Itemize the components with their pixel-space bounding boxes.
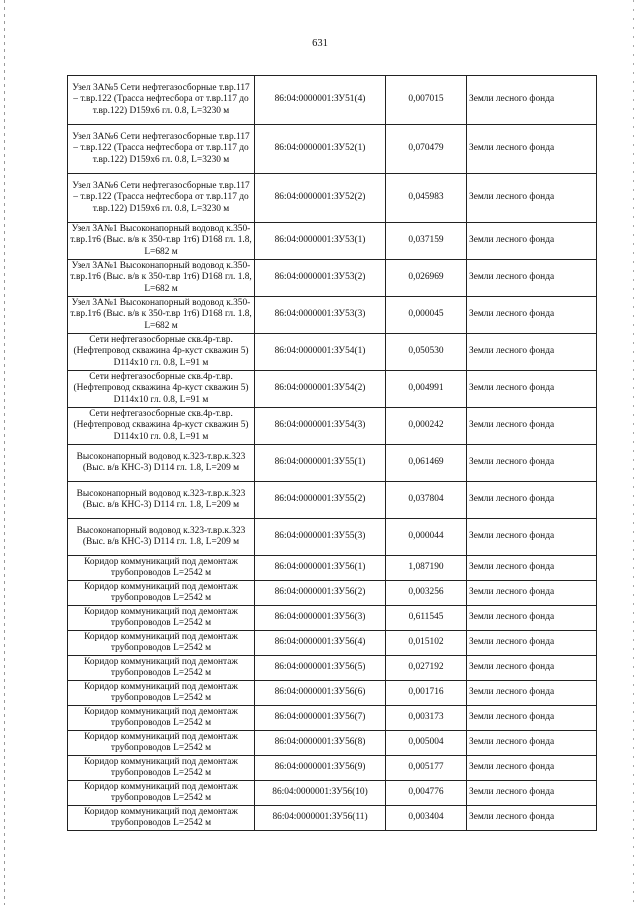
parcel-area: 0,003173 [386, 706, 467, 731]
object-description: Сети нефтегазосборные скв.4р-т.вр. (Нефтепровод скважина 4р-куст скважин 5) D114х10 гл. 0.8, L=91 м [68, 408, 255, 445]
table-row [68, 806, 597, 831]
parcel-area: 0,037804 [386, 482, 467, 519]
land-category: Земли лесного фонда [467, 297, 597, 334]
table-row [68, 297, 597, 334]
table-row [68, 631, 597, 656]
table-row [68, 656, 597, 681]
cadastral-number: 86:04:0000001:ЗУ51(4) [255, 76, 386, 125]
object-description: Высоконапорный водовод к.323-т.вр.к.323 (Выс. в/в КНС-3) D114 гл. 1.8, L=209 м [68, 445, 255, 482]
object-description: Узел 3А№6 Сети нефтегазосборные т.вр.117 – т.вр.122 (Трасса нефтесбора от т.вр.117 до т.вр.122) D159х6 гл. 0.8, L=3230 м [68, 174, 255, 223]
cadastral-number: 86:04:0000001:ЗУ56(11) [255, 806, 386, 831]
parcel-area: 0,050530 [386, 334, 467, 371]
table-row [68, 606, 597, 631]
table-row [68, 731, 597, 756]
object-description: Коридор коммуникаций под демонтаж трубопроводов L=2542 м [68, 556, 255, 581]
cadastral-number: 86:04:0000001:ЗУ54(2) [255, 371, 386, 408]
cadastral-number: 86:04:0000001:ЗУ56(9) [255, 756, 386, 781]
parcel-area: 0,003256 [386, 581, 467, 606]
object-description: Высоконапорный водовод к.323-т.вр.к.323 (Выс. в/в КНС-3) D114 гл. 1.8, L=209 м [68, 519, 255, 556]
parcel-area: 0,000242 [386, 408, 467, 445]
parcel-area: 0,061469 [386, 445, 467, 482]
object-description: Коридор коммуникаций под демонтаж трубопроводов L=2542 м [68, 581, 255, 606]
cadastral-number: 86:04:0000001:ЗУ53(2) [255, 260, 386, 297]
page-edge-left [4, 0, 5, 905]
cadastral-number: 86:04:0000001:ЗУ53(3) [255, 297, 386, 334]
object-description: Коридор коммуникаций под демонтаж трубопроводов L=2542 м [68, 806, 255, 831]
cadastral-number: 86:04:0000001:ЗУ55(3) [255, 519, 386, 556]
land-category: Земли лесного фонда [467, 174, 597, 223]
table-row [68, 706, 597, 731]
land-category: Земли лесного фонда [467, 656, 597, 681]
cadastral-number: 86:04:0000001:ЗУ56(1) [255, 556, 386, 581]
object-description: Коридор коммуникаций под демонтаж трубопроводов L=2542 м [68, 681, 255, 706]
land-parcels-table [67, 75, 597, 831]
object-description: Узел 3А№1 Высоконапорный водовод к.350-т.вр.1т6 (Выс. в/в к 350-т.вр 1т6) D168 гл. 1.8, L=682 м [68, 297, 255, 334]
land-category: Земли лесного фонда [467, 781, 597, 806]
parcel-area: 0,026969 [386, 260, 467, 297]
parcel-area: 0,003404 [386, 806, 467, 831]
object-description: Коридор коммуникаций под демонтаж трубопроводов L=2542 м [68, 606, 255, 631]
table-row [68, 581, 597, 606]
object-description: Коридор коммуникаций под демонтаж трубопроводов L=2542 м [68, 781, 255, 806]
parcel-area: 0,027192 [386, 656, 467, 681]
land-category: Земли лесного фонда [467, 371, 597, 408]
land-category: Земли лесного фонда [467, 631, 597, 656]
land-category: Земли лесного фонда [467, 408, 597, 445]
table-row [68, 445, 597, 482]
object-description: Сети нефтегазосборные скв.4р-т.вр. (Нефтепровод скважина 4р-куст скважин 5) D114х10 гл. 0.8, L=91 м [68, 371, 255, 408]
table-row [68, 76, 597, 125]
object-description: Узел 3А№6 Сети нефтегазосборные т.вр.117 – т.вр.122 (Трасса нефтесбора от т.вр.117 до т.вр.122) D159х6 гл. 0.8, L=3230 м [68, 125, 255, 174]
parcel-area: 0,005177 [386, 756, 467, 781]
land-category: Земли лесного фонда [467, 260, 597, 297]
land-category: Земли лесного фонда [467, 756, 597, 781]
land-category: Земли лесного фонда [467, 223, 597, 260]
table-row [68, 260, 597, 297]
table-row [68, 681, 597, 706]
table-row [68, 371, 597, 408]
cadastral-number: 86:04:0000001:ЗУ54(1) [255, 334, 386, 371]
land-category: Земли лесного фонда [467, 334, 597, 371]
land-category: Земли лесного фонда [467, 445, 597, 482]
cadastral-number: 86:04:0000001:ЗУ52(1) [255, 125, 386, 174]
cadastral-number: 86:04:0000001:ЗУ53(1) [255, 223, 386, 260]
parcel-area: 0,004776 [386, 781, 467, 806]
land-category: Земли лесного фонда [467, 681, 597, 706]
land-category: Земли лесного фонда [467, 806, 597, 831]
parcel-area: 0,007015 [386, 76, 467, 125]
cadastral-number: 86:04:0000001:ЗУ52(2) [255, 174, 386, 223]
parcel-area: 1,087190 [386, 556, 467, 581]
table-row [68, 334, 597, 371]
land-category: Земли лесного фонда [467, 581, 597, 606]
table-row [68, 223, 597, 260]
cadastral-number: 86:04:0000001:ЗУ56(10) [255, 781, 386, 806]
table-row [68, 125, 597, 174]
land-category: Земли лесного фонда [467, 556, 597, 581]
parcel-area: 0,000044 [386, 519, 467, 556]
cadastral-number: 86:04:0000001:ЗУ55(1) [255, 445, 386, 482]
parcel-area: 0,000045 [386, 297, 467, 334]
cadastral-number: 86:04:0000001:ЗУ56(5) [255, 656, 386, 681]
table-row [68, 781, 597, 806]
cadastral-number: 86:04:0000001:ЗУ56(2) [255, 581, 386, 606]
object-description: Высоконапорный водовод к.323-т.вр.к.323 (Выс. в/в КНС-3) D114 гл. 1.8, L=209 м [68, 482, 255, 519]
land-category: Земли лесного фонда [467, 606, 597, 631]
land-category: Земли лесного фонда [467, 519, 597, 556]
cadastral-number: 86:04:0000001:ЗУ56(8) [255, 731, 386, 756]
land-category: Земли лесного фонда [467, 76, 597, 125]
page-number: 631 [312, 38, 328, 49]
table-row [68, 408, 597, 445]
cadastral-number: 86:04:0000001:ЗУ54(3) [255, 408, 386, 445]
object-description: Узел 3А№1 Высоконапорный водовод к.350-т.вр.1т6 (Выс. в/в к 350-т.вр 1т6) D168 гл. 1.8, L=682 м [68, 260, 255, 297]
land-category: Земли лесного фонда [467, 706, 597, 731]
table-row [68, 519, 597, 556]
parcel-area: 0,037159 [386, 223, 467, 260]
parcel-area: 0,070479 [386, 125, 467, 174]
cadastral-number: 86:04:0000001:ЗУ56(6) [255, 681, 386, 706]
object-description: Коридор коммуникаций под демонтаж трубопроводов L=2542 м [68, 631, 255, 656]
parcel-area: 0,611545 [386, 606, 467, 631]
parcel-area: 0,001716 [386, 681, 467, 706]
land-category: Земли лесного фонда [467, 482, 597, 519]
object-description: Сети нефтегазосборные скв.4р-т.вр. (Нефтепровод скважина 4р-куст скважин 5) D114х10 гл. 0.8, L=91 м [68, 334, 255, 371]
object-description: Коридор коммуникаций под демонтаж трубопроводов L=2542 м [68, 756, 255, 781]
land-category: Земли лесного фонда [467, 731, 597, 756]
object-description: Узел 3А№1 Высоконапорный водовод к.350-т.вр.1т6 (Выс. в/в к 350-т.вр 1т6) D168 гл. 1.8, L=682 м [68, 223, 255, 260]
cadastral-number: 86:04:0000001:ЗУ55(2) [255, 482, 386, 519]
object-description: Коридор коммуникаций под демонтаж трубопроводов L=2542 м [68, 656, 255, 681]
parcel-area: 0,015102 [386, 631, 467, 656]
object-description: Коридор коммуникаций под демонтаж трубопроводов L=2542 м [68, 706, 255, 731]
table-row [68, 756, 597, 781]
table-row [68, 174, 597, 223]
land-category: Земли лесного фонда [467, 125, 597, 174]
table-row [68, 556, 597, 581]
page-edge-right [633, 0, 634, 905]
parcel-area: 0,004991 [386, 371, 467, 408]
object-description: Узел 3А№5 Сети нефтегазосборные т.вр.117 – т.вр.122 (Трасса нефтесбора от т.вр.117 до т.вр.122) D159х6 гл. 0.8, L=3230 м [68, 76, 255, 125]
cadastral-number: 86:04:0000001:ЗУ56(7) [255, 706, 386, 731]
parcel-area: 0,045983 [386, 174, 467, 223]
cadastral-number: 86:04:0000001:ЗУ56(4) [255, 631, 386, 656]
cadastral-number: 86:04:0000001:ЗУ56(3) [255, 606, 386, 631]
object-description: Коридор коммуникаций под демонтаж трубопроводов L=2542 м [68, 731, 255, 756]
parcel-area: 0,005004 [386, 731, 467, 756]
table-row [68, 482, 597, 519]
